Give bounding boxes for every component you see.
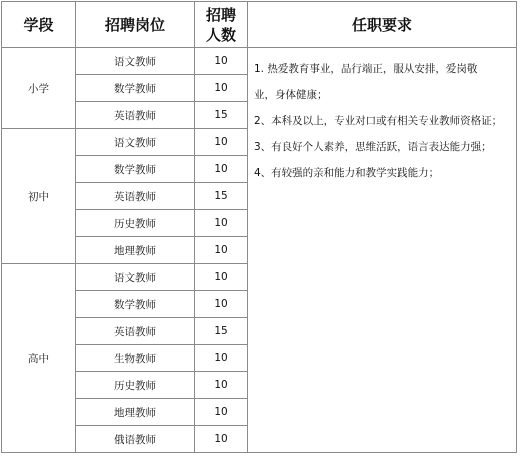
count-cell: 10: [195, 426, 248, 453]
count-cell: 10: [195, 75, 248, 102]
position-cell: 历史教师: [76, 372, 195, 399]
requirement-line: 2、本科及以上，专业对口或有相关专业教师资格证；: [254, 115, 503, 127]
stage-cell-primary: 小学: [2, 48, 76, 129]
count-cell: 10: [195, 210, 248, 237]
position-cell: 语文教师: [76, 48, 195, 75]
position-cell: 语文教师: [76, 129, 195, 156]
position-cell: 语文教师: [76, 264, 195, 291]
count-cell: 10: [195, 156, 248, 183]
count-cell: 10: [195, 237, 248, 264]
table-header-row: [2, 2, 517, 48]
position-cell: 数学教师: [76, 156, 195, 183]
position-cell: 俄语教师: [76, 426, 195, 453]
position-cell: 地理教师: [76, 399, 195, 426]
stage-cell-high: 高中: [2, 264, 76, 453]
count-cell: 10: [195, 372, 248, 399]
stage-cell-middle: 初中: [2, 129, 76, 264]
requirement-line: 4、有较强的亲和能力和教学实践能力；: [254, 167, 440, 179]
header-stage: 学段: [2, 2, 76, 48]
count-cell: 10: [195, 129, 248, 156]
position-cell: 英语教师: [76, 183, 195, 210]
header-requirements: 任职要求: [248, 2, 517, 48]
position-cell: 数学教师: [76, 75, 195, 102]
count-cell: 10: [195, 345, 248, 372]
count-cell: 10: [195, 399, 248, 426]
count-cell: 10: [195, 291, 248, 318]
position-cell: 数学教师: [76, 291, 195, 318]
position-cell: 生物教师: [76, 345, 195, 372]
count-cell: 15: [195, 183, 248, 210]
count-cell: 10: [195, 264, 248, 291]
requirements-cell: [248, 48, 517, 453]
count-cell: 15: [195, 318, 248, 345]
position-cell: 历史教师: [76, 210, 195, 237]
header-position: 招聘岗位: [76, 2, 195, 48]
header-count-line2: 人数: [205, 25, 236, 44]
header-count-line1: 招聘: [205, 5, 236, 24]
recruitment-table: [1, 1, 517, 453]
position-cell: 英语教师: [76, 102, 195, 129]
requirement-line: 1. 热爱教育事业，品行端正，服从安排，爱岗敬: [254, 63, 478, 75]
position-cell: 英语教师: [76, 318, 195, 345]
requirement-line: 3、有良好个人素养，思维活跃，语言表达能力强；: [254, 141, 492, 153]
position-cell: 地理教师: [76, 237, 195, 264]
requirement-line: 业，身体健康；: [254, 89, 328, 101]
count-cell: 10: [195, 48, 248, 75]
count-cell: 15: [195, 102, 248, 129]
table-row: [2, 48, 517, 75]
header-count: [195, 2, 248, 48]
